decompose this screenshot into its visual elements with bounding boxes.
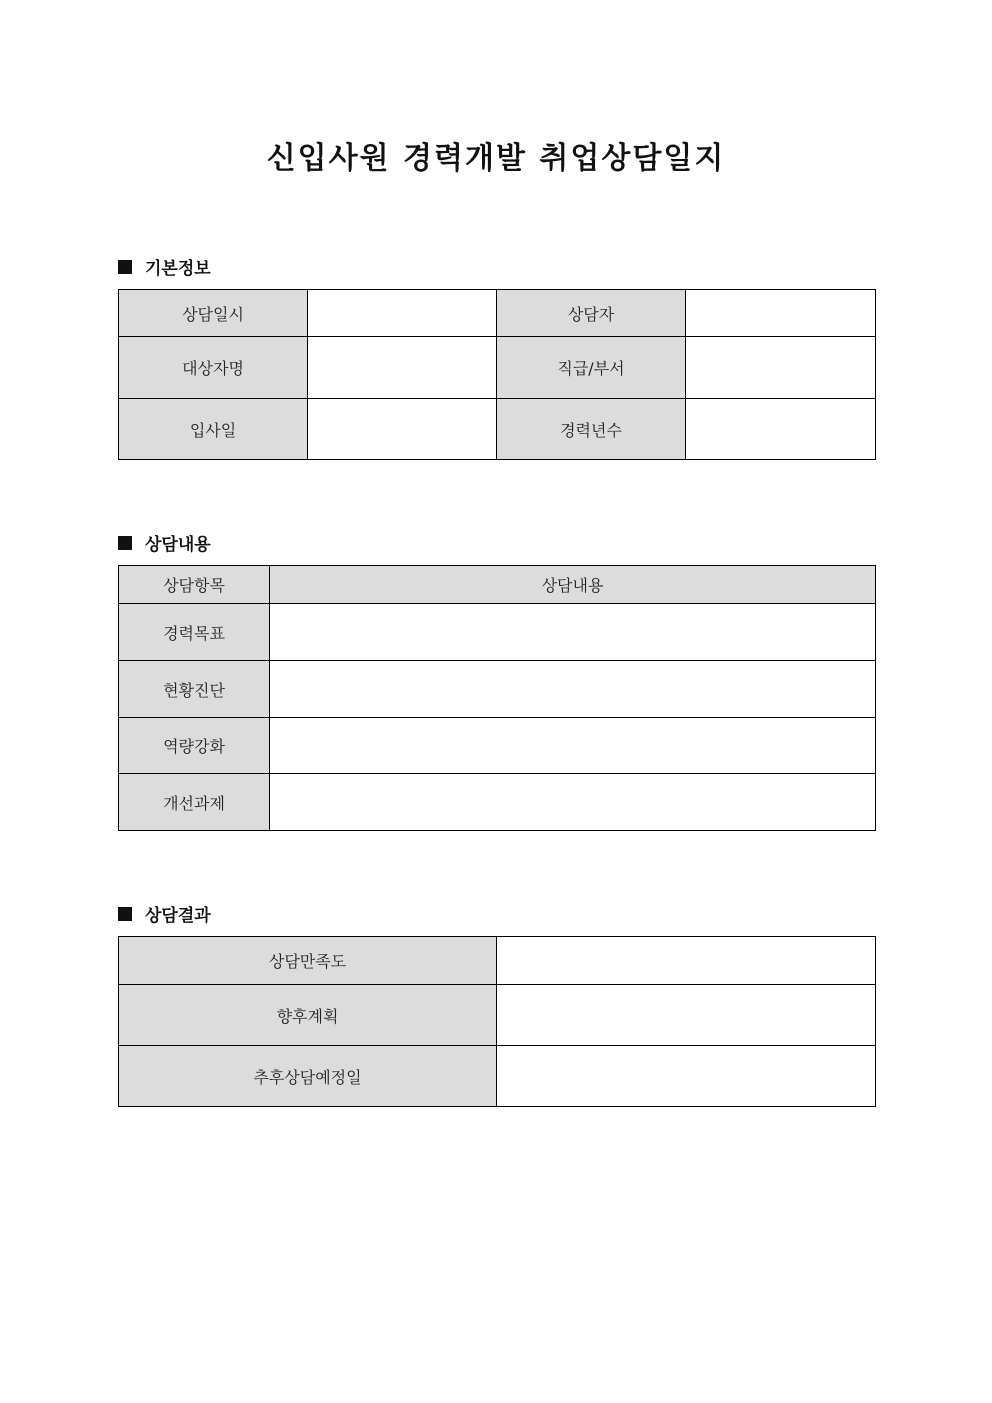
header-consult-content: 상담내용 bbox=[270, 566, 876, 604]
label-status-diagnosis: 현황진단 bbox=[119, 661, 270, 718]
label-capability-building: 역량강화 bbox=[119, 718, 270, 774]
table-row bbox=[119, 337, 876, 399]
table-row bbox=[119, 399, 876, 460]
label-next-consult-date: 추후상담예정일 bbox=[119, 1046, 497, 1107]
label-counselor: 상담자 bbox=[497, 290, 686, 337]
table-header-row bbox=[119, 566, 876, 604]
label-position-department: 직급/부서 bbox=[497, 337, 686, 399]
field-join-date[interactable] bbox=[308, 399, 497, 460]
field-satisfaction[interactable] bbox=[497, 937, 876, 985]
section-heading-label: 상담내용 bbox=[145, 535, 211, 555]
label-satisfaction: 상담만족도 bbox=[119, 937, 497, 985]
section-heading-label: 상담결과 bbox=[145, 906, 211, 926]
basic-info-table bbox=[118, 289, 876, 460]
section-heading-result bbox=[118, 901, 211, 926]
field-consult-datetime[interactable] bbox=[308, 290, 497, 337]
field-career-years[interactable] bbox=[686, 399, 876, 460]
field-counselor[interactable] bbox=[686, 290, 876, 337]
field-next-consult-date[interactable] bbox=[497, 1046, 876, 1107]
label-improvement-tasks: 개선과제 bbox=[119, 774, 270, 831]
table-row bbox=[119, 661, 876, 718]
table-row bbox=[119, 985, 876, 1046]
field-capability-building[interactable] bbox=[270, 718, 876, 774]
table-row bbox=[119, 290, 876, 337]
square-bullet-icon bbox=[118, 260, 132, 274]
section-heading-basic bbox=[118, 254, 211, 279]
table-row bbox=[119, 718, 876, 774]
label-subject-name: 대상자명 bbox=[119, 337, 308, 399]
field-improvement-tasks[interactable] bbox=[270, 774, 876, 831]
label-future-plan: 향후계획 bbox=[119, 985, 497, 1046]
square-bullet-icon bbox=[118, 536, 132, 550]
square-bullet-icon bbox=[118, 907, 132, 921]
table-row bbox=[119, 937, 876, 985]
section-heading-content bbox=[118, 530, 211, 555]
table-row bbox=[119, 774, 876, 831]
field-future-plan[interactable] bbox=[497, 985, 876, 1046]
field-subject-name[interactable] bbox=[308, 337, 497, 399]
consult-result-table bbox=[118, 936, 876, 1107]
consult-content-table bbox=[118, 565, 876, 831]
label-career-goal: 경력목표 bbox=[119, 604, 270, 661]
label-consult-datetime: 상담일시 bbox=[119, 290, 308, 337]
label-career-years: 경력년수 bbox=[497, 399, 686, 460]
header-consult-item: 상담항목 bbox=[119, 566, 270, 604]
field-career-goal[interactable] bbox=[270, 604, 876, 661]
table-row bbox=[119, 1046, 876, 1107]
section-heading-label: 기본정보 bbox=[145, 259, 211, 279]
table-row bbox=[119, 604, 876, 661]
page-title: 신입사원 경력개발 취업상담일지 bbox=[266, 141, 726, 176]
field-status-diagnosis[interactable] bbox=[270, 661, 876, 718]
label-join-date: 입사일 bbox=[119, 399, 308, 460]
field-position-department[interactable] bbox=[686, 337, 876, 399]
